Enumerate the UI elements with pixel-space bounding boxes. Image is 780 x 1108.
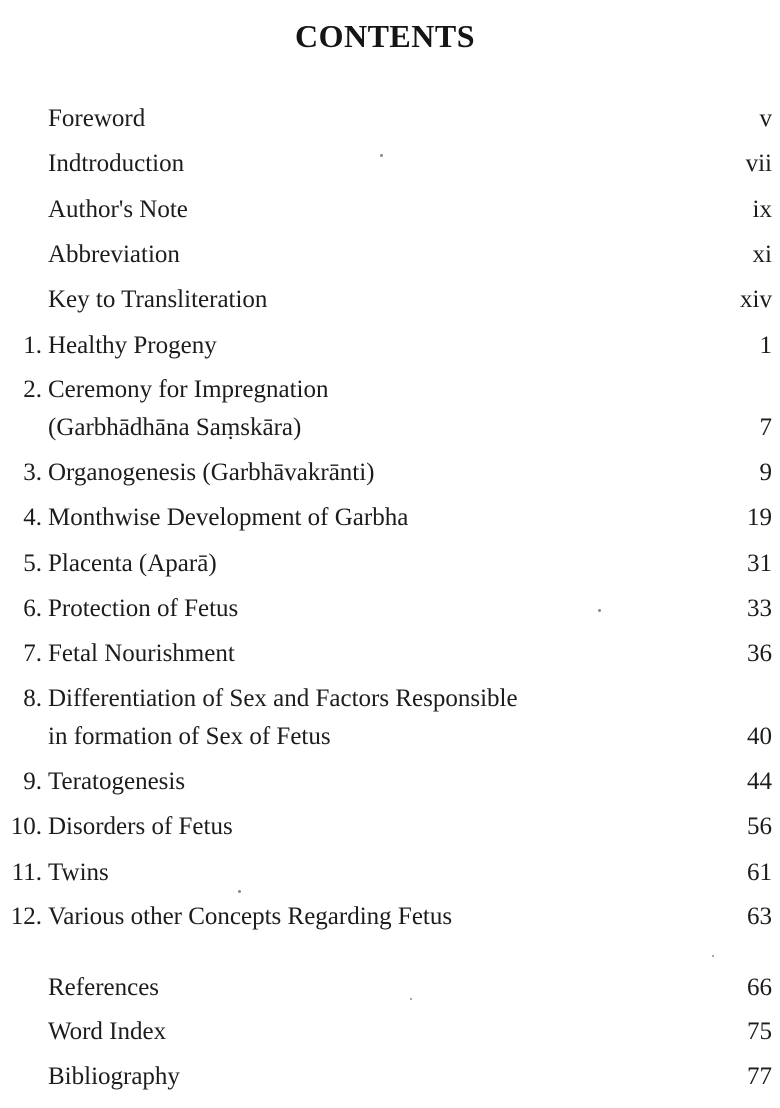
entry-page: 9 <box>759 459 772 486</box>
entry-title: Author's Note <box>48 196 188 223</box>
entry-page: 33 <box>747 595 772 622</box>
entry-title: Word Index <box>48 1018 167 1045</box>
entry-number: 8. <box>23 685 42 712</box>
entry-page: 61 <box>747 859 772 886</box>
entry-title: Protection of Fetus <box>48 595 239 622</box>
entry-page: xi <box>752 241 772 268</box>
entry-number: 2. <box>23 376 42 403</box>
entry-number: 12. <box>10 903 42 930</box>
entry-page: 40 <box>747 723 772 750</box>
entry-page: 36 <box>747 640 772 667</box>
entry-title: Fetal Nourishment <box>48 640 235 667</box>
entry-page: v <box>759 105 772 132</box>
entry-page: 19 <box>747 504 772 531</box>
entry-number: 7. <box>23 640 42 667</box>
entry-number: 5. <box>23 550 42 577</box>
entry-title: Teratogenesis <box>48 768 186 795</box>
entry-page: vii <box>745 150 772 177</box>
scan-speck <box>410 998 412 1000</box>
entry-title-continued: in formation of Sex of Fetus <box>48 723 331 750</box>
scan-speck <box>598 609 601 612</box>
entry-page: 75 <box>747 1018 772 1045</box>
entry-page: ix <box>752 196 772 223</box>
entry-page: 77 <box>747 1063 772 1090</box>
entry-title: Bibliography <box>48 1063 180 1090</box>
scan-speck <box>238 890 241 893</box>
entry-title: Placenta (Aparā) <box>48 550 217 577</box>
page-title: CONTENTS <box>294 18 476 54</box>
entry-number: 11. <box>11 859 42 886</box>
entry-title: Various other Concepts Regarding Fetus <box>48 903 453 930</box>
entry-title: Differentiation of Sex and Factors Responsible <box>48 685 518 712</box>
entry-number: 6. <box>23 595 42 622</box>
entry-number: 4. <box>23 504 42 531</box>
scan-speck <box>380 154 383 157</box>
entry-page: xiv <box>740 286 772 313</box>
entry-number: 9. <box>23 768 42 795</box>
entry-page: 44 <box>747 768 772 795</box>
entry-title: Monthwise Development of Garbha <box>48 504 409 531</box>
entry-title: Disorders of Fetus <box>48 813 233 840</box>
entry-title: References <box>48 974 160 1001</box>
entry-title: Indtroduction <box>48 150 185 177</box>
entry-page: 66 <box>747 974 772 1001</box>
entry-page: 56 <box>747 813 772 840</box>
entry-title: Ceremony for Impregnation <box>48 376 329 403</box>
entry-title: Organogenesis (Garbhāvakrānti) <box>48 459 375 486</box>
entry-page: 7 <box>759 414 772 441</box>
entry-page: 31 <box>747 550 772 577</box>
scan-speck <box>712 955 714 957</box>
entry-page: 63 <box>747 903 772 930</box>
entry-number: 1. <box>23 332 42 359</box>
entry-title: Healthy Progeny <box>48 332 217 359</box>
entry-title: Foreword <box>48 105 146 132</box>
entry-title-continued: (Garbhādhāna Saṃskāra) <box>48 414 302 441</box>
entry-page: 1 <box>759 332 772 359</box>
entry-title: Abbreviation <box>48 241 180 268</box>
entry-number: 3. <box>23 459 42 486</box>
entry-number: 10. <box>10 813 42 840</box>
entry-title: Twins <box>48 859 109 886</box>
entry-title: Key to Transliteration <box>48 286 268 313</box>
